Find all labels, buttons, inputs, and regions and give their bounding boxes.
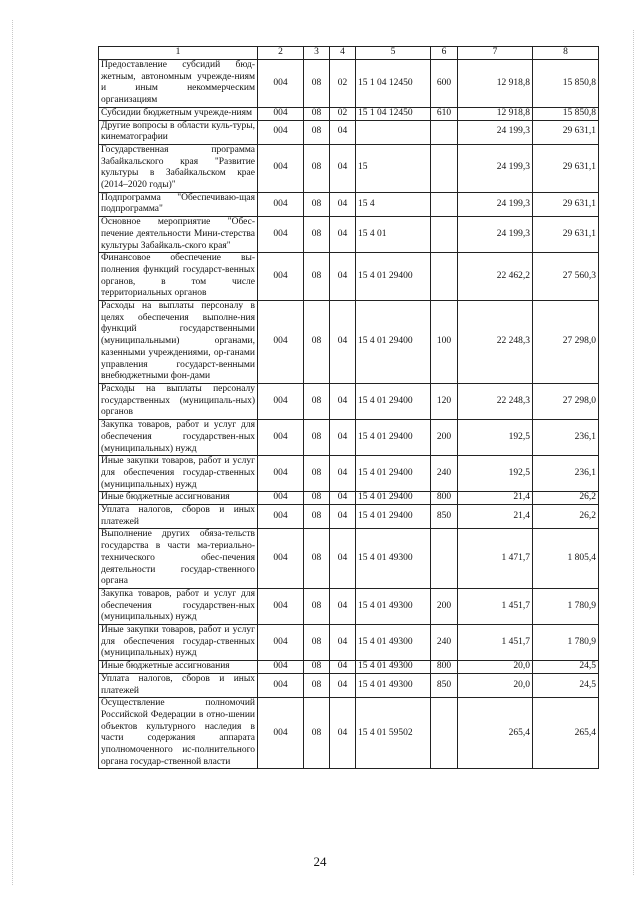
amount-col7: 12 918,8 <box>458 107 533 120</box>
expense-type-code: 240 <box>431 625 458 661</box>
section-code: 08 <box>304 529 330 589</box>
section-code: 08 <box>304 673 330 697</box>
target-article-code: 15 4 01 <box>356 217 431 253</box>
item-name: Иные бюджетные ассигнования <box>99 492 258 505</box>
target-article-code: 15 4 01 49300 <box>356 625 431 661</box>
scan-edge-right <box>633 30 634 875</box>
section-code: 08 <box>304 420 330 456</box>
amount-col8: 29 631,1 <box>533 192 599 216</box>
table-row <box>99 192 599 216</box>
target-article-code: 15 4 01 29400 <box>356 505 431 529</box>
section-code: 08 <box>304 60 330 108</box>
section-code: 08 <box>304 505 330 529</box>
ministry-code: 004 <box>258 120 304 144</box>
subsection-code: 04 <box>330 588 356 624</box>
amount-col8: 24,5 <box>533 661 599 674</box>
expense-type-code: 100 <box>431 301 458 384</box>
target-article-code: 15 4 01 29400 <box>356 301 431 384</box>
target-article-code: 15 4 01 49300 <box>356 529 431 589</box>
ministry-code: 004 <box>258 456 304 492</box>
expense-type-code <box>431 120 458 144</box>
subsection-code: 02 <box>330 107 356 120</box>
item-name: Государственная программа Забайкальского края "Развитие культуры в Забайкальском крае (2014–2020 годы)" <box>99 144 258 192</box>
expense-type-code <box>431 698 458 769</box>
expense-type-code: 240 <box>431 456 458 492</box>
budget-table <box>98 46 599 769</box>
table-row <box>99 420 599 456</box>
section-code: 08 <box>304 301 330 384</box>
table-row <box>99 505 599 529</box>
expense-type-code <box>431 192 458 216</box>
target-article-code: 15 4 01 29400 <box>356 492 431 505</box>
amount-col8: 26,2 <box>533 492 599 505</box>
table-body <box>99 60 599 769</box>
target-article-code: 15 4 01 29400 <box>356 253 431 301</box>
target-article-code: 15 1 04 12450 <box>356 60 431 108</box>
item-name: Уплата налогов, сборов и иных платежей <box>99 505 258 529</box>
expense-type-code: 120 <box>431 383 458 419</box>
table-row <box>99 60 599 108</box>
ministry-code: 004 <box>258 588 304 624</box>
amount-col7: 21,4 <box>458 505 533 529</box>
amount-col7: 265,4 <box>458 698 533 769</box>
subsection-code: 04 <box>330 120 356 144</box>
subsection-code: 04 <box>330 420 356 456</box>
amount-col8: 29 631,1 <box>533 120 599 144</box>
target-article-code <box>356 120 431 144</box>
section-code: 08 <box>304 253 330 301</box>
ministry-code: 004 <box>258 301 304 384</box>
subsection-code: 04 <box>330 192 356 216</box>
subsection-code: 04 <box>330 698 356 769</box>
target-article-code: 15 4 01 49300 <box>356 661 431 674</box>
table-row <box>99 492 599 505</box>
ministry-code: 004 <box>258 192 304 216</box>
amount-col8: 1 805,4 <box>533 529 599 589</box>
table-row <box>99 661 599 674</box>
subsection-code: 04 <box>330 383 356 419</box>
ministry-code: 004 <box>258 144 304 192</box>
expense-type-code <box>431 144 458 192</box>
section-code: 08 <box>304 383 330 419</box>
column-header: 8 <box>533 47 599 60</box>
expense-type-code: 600 <box>431 60 458 108</box>
column-header: 5 <box>356 47 431 60</box>
item-name: Субсидии бюджетным учрежде-ниям <box>99 107 258 120</box>
expense-type-code <box>431 217 458 253</box>
ministry-code: 004 <box>258 505 304 529</box>
table-row <box>99 588 599 624</box>
section-code: 08 <box>304 192 330 216</box>
table-row <box>99 698 599 769</box>
amount-col7: 20,0 <box>458 673 533 697</box>
section-code: 08 <box>304 217 330 253</box>
amount-col7: 24 199,3 <box>458 192 533 216</box>
subsection-code: 04 <box>330 505 356 529</box>
amount-col7: 20,0 <box>458 661 533 674</box>
ministry-code: 004 <box>258 60 304 108</box>
target-article-code: 15 4 01 29400 <box>356 456 431 492</box>
page-number: 24 <box>313 854 327 869</box>
item-name: Закупка товаров, работ и услуг для обеспечения государствен-ных (муниципальных) нужд <box>99 420 258 456</box>
item-name: Основное мероприятие "Обес-печение деятельности Мини-стерства культуры Забайкаль-ского края" <box>99 217 258 253</box>
amount-col8: 27 298,0 <box>533 301 599 384</box>
subsection-code: 02 <box>330 60 356 108</box>
target-article-code: 15 4 01 49300 <box>356 673 431 697</box>
column-header: 3 <box>304 47 330 60</box>
subsection-code: 04 <box>330 529 356 589</box>
subsection-code: 04 <box>330 673 356 697</box>
expense-type-code: 800 <box>431 492 458 505</box>
item-name: Иные закупки товаров, работ и услуг для обеспечения государ-ственных (муниципальных) нужд <box>99 456 258 492</box>
table-row <box>99 625 599 661</box>
amount-col8: 236,1 <box>533 456 599 492</box>
ministry-code: 004 <box>258 529 304 589</box>
ministry-code: 004 <box>258 253 304 301</box>
amount-col7: 192,5 <box>458 420 533 456</box>
ministry-code: 004 <box>258 383 304 419</box>
amount-col8: 1 780,9 <box>533 588 599 624</box>
expense-type-code: 850 <box>431 673 458 697</box>
amount-col7: 22 248,3 <box>458 383 533 419</box>
section-code: 08 <box>304 492 330 505</box>
amount-col8: 15 850,8 <box>533 107 599 120</box>
amount-col7: 24 199,3 <box>458 120 533 144</box>
amount-col7: 12 918,8 <box>458 60 533 108</box>
item-name: Уплата налогов, сборов и иных платежей <box>99 673 258 697</box>
section-code: 08 <box>304 661 330 674</box>
ministry-code: 004 <box>258 698 304 769</box>
ministry-code: 004 <box>258 107 304 120</box>
amount-col7: 24 199,3 <box>458 144 533 192</box>
item-name: Выполнение других обяза-тельств государства в части ма-териально-технического обес-печения деятельности государ-ственного органа <box>99 529 258 589</box>
table-row <box>99 120 599 144</box>
table-row <box>99 107 599 120</box>
table-row <box>99 529 599 589</box>
subsection-code: 04 <box>330 456 356 492</box>
section-code: 08 <box>304 625 330 661</box>
item-name: Предоставление субсидий бюд-жетным, автономным учрежде-ниям и иным некоммерческим организациям <box>99 60 258 108</box>
column-header: 1 <box>99 47 258 60</box>
amount-col7: 21,4 <box>458 492 533 505</box>
column-header: 2 <box>258 47 304 60</box>
item-name: Расходы на выплаты персоналу в целях обеспечения выполне-ния функций государственными (муниципальными) органами, казенными учреждениями, ор-ганами управления государст-венными внебюджетными фон-дами <box>99 301 258 384</box>
item-name: Иные бюджетные ассигнования <box>99 661 258 674</box>
expense-type-code: 200 <box>431 420 458 456</box>
target-article-code: 15 4 <box>356 192 431 216</box>
subsection-code: 04 <box>330 625 356 661</box>
amount-col8: 236,1 <box>533 420 599 456</box>
column-header: 4 <box>330 47 356 60</box>
ministry-code: 004 <box>258 661 304 674</box>
amount-col8: 265,4 <box>533 698 599 769</box>
expense-type-code <box>431 253 458 301</box>
scan-edge-left <box>12 20 13 885</box>
amount-col7: 1 451,7 <box>458 588 533 624</box>
amount-col8: 27 298,0 <box>533 383 599 419</box>
table-row <box>99 144 599 192</box>
item-name: Финансовое обеспечение вы-полнения функций государст-венных органов, в том числе территориальных органов <box>99 253 258 301</box>
expense-type-code: 610 <box>431 107 458 120</box>
item-name: Расходы на выплаты персоналу государственных (муниципаль-ных) органов <box>99 383 258 419</box>
table-row <box>99 383 599 419</box>
target-article-code: 15 1 04 12450 <box>356 107 431 120</box>
target-article-code: 15 4 01 49300 <box>356 588 431 624</box>
item-name: Подпрограмма "Обеспечиваю-щая подпрограмма" <box>99 192 258 216</box>
amount-col8: 1 780,9 <box>533 625 599 661</box>
amount-col7: 192,5 <box>458 456 533 492</box>
subsection-code: 04 <box>330 661 356 674</box>
target-article-code: 15 4 01 59502 <box>356 698 431 769</box>
table-row <box>99 456 599 492</box>
section-code: 08 <box>304 588 330 624</box>
section-code: 08 <box>304 456 330 492</box>
section-code: 08 <box>304 120 330 144</box>
section-code: 08 <box>304 107 330 120</box>
subsection-code: 04 <box>330 217 356 253</box>
column-header: 6 <box>431 47 458 60</box>
item-name: Закупка товаров, работ и услуг для обеспечения государствен-ных (муниципальных) нужд <box>99 588 258 624</box>
section-code: 08 <box>304 698 330 769</box>
amount-col8: 29 631,1 <box>533 144 599 192</box>
table-row <box>99 217 599 253</box>
expense-type-code: 800 <box>431 661 458 674</box>
ministry-code: 004 <box>258 217 304 253</box>
header-row <box>99 47 599 60</box>
item-name: Иные закупки товаров, работ и услуг для обеспечения государ-ственных (муниципальных) нужд <box>99 625 258 661</box>
amount-col8: 15 850,8 <box>533 60 599 108</box>
ministry-code: 004 <box>258 673 304 697</box>
ministry-code: 004 <box>258 492 304 505</box>
amount-col7: 24 199,3 <box>458 217 533 253</box>
column-header: 7 <box>458 47 533 60</box>
target-article-code: 15 4 01 29400 <box>356 383 431 419</box>
expense-type-code <box>431 529 458 589</box>
table-row <box>99 301 599 384</box>
amount-col7: 22 462,2 <box>458 253 533 301</box>
target-article-code: 15 <box>356 144 431 192</box>
subsection-code: 04 <box>330 253 356 301</box>
amount-col8: 29 631,1 <box>533 217 599 253</box>
table-row <box>99 673 599 697</box>
subsection-code: 04 <box>330 301 356 384</box>
amount-col8: 24,5 <box>533 673 599 697</box>
expense-type-code: 850 <box>431 505 458 529</box>
expense-type-code: 200 <box>431 588 458 624</box>
target-article-code: 15 4 01 29400 <box>356 420 431 456</box>
amount-col8: 26,2 <box>533 505 599 529</box>
section-code: 08 <box>304 144 330 192</box>
amount-col7: 22 248,3 <box>458 301 533 384</box>
amount-col7: 1 471,7 <box>458 529 533 589</box>
subsection-code: 04 <box>330 144 356 192</box>
ministry-code: 004 <box>258 420 304 456</box>
subsection-code: 04 <box>330 492 356 505</box>
table-row <box>99 253 599 301</box>
amount-col8: 27 560,3 <box>533 253 599 301</box>
ministry-code: 004 <box>258 625 304 661</box>
item-name: Осуществление полномочий Российской Федерации в отно-шении объектов культурного наследия в части содержания аппарата уполномоченного ис-полнительного органа государ-ственной власти <box>99 698 258 769</box>
amount-col7: 1 451,7 <box>458 625 533 661</box>
item-name: Другие вопросы в области куль-туры, кинематографии <box>99 120 258 144</box>
